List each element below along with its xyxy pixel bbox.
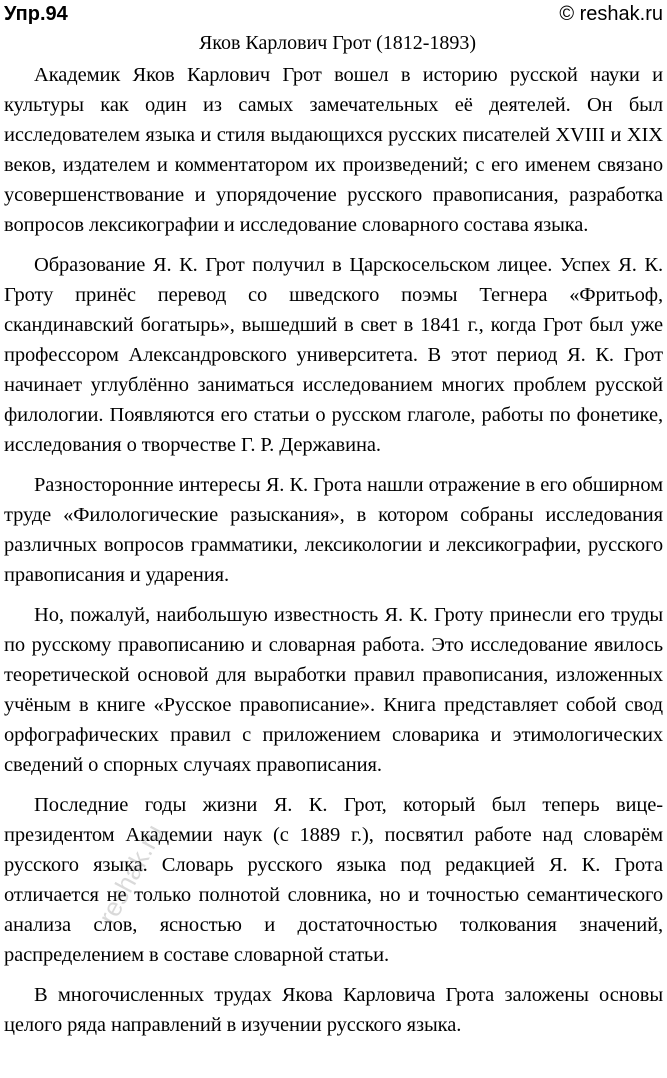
paragraph-2: Образование Я. К. Грот получил в Царскосельском лицее. Успех Я. К. Гроту принёс перевод со шведского поэмы Тегнера «Фритьоф, скандинавский богатырь», вышедший в свет в 1841 г., когда Грот был уже профессором Александровского университета. В этот период Я. К. Грот начинает углублённо заниматься исследованием многих проблем русской филологии. Появляются его статьи о русском глаголе, работы по фонетике, исследования о творчестве Г. Р. Державина. xyxy=(4,254,663,456)
document-title: Яков Карлович Грот (1812-1893) xyxy=(198,32,477,54)
site-watermark: © reshak.ru xyxy=(559,3,663,25)
paragraph-4: Но, пожалуй, наибольшую известность Я. К. Гроту принесли его труды по русскому правописанию и словарная работа. Это исследование явилось теоретической основой для выработки правил правописания, изложенных учёным в книге «Русское правописание». Книга представляет собой свод орфографических правил с приложением словарика и этимологических сведений о спорных случаях правописания. xyxy=(4,604,663,776)
diagonal-watermark: reshak.ru xyxy=(92,819,170,930)
paragraph-3: Разносторонние интересы Я. К. Грота нашли отражение в его обширном труде «Филологические разыскания», в котором собраны исследования различных вопросов грамматики, лексикологии и лексикографии, русского правописания и ударения. xyxy=(4,474,663,586)
paragraph-1: Академик Яков Карлович Грот вошел в историю русской науки и культуры как один из самых замечательных её деятелей. Он был исследователем языка и стиля выдающихся русских писателей XVIII и XIX веков, издателем и комментатором их произведений; с его именем связано усовершенствование и упорядочение русского правописания, разработка вопросов лексикографии и исследование словарного состава языка. xyxy=(4,64,663,236)
page-header xyxy=(4,0,663,30)
exercise-number: Упр.94 xyxy=(4,3,68,25)
paragraph-5: Последние годы жизни Я. К. Грот, который был теперь вице-президентом Академии наук (с 1889 г.), посвятил работе над словарём русского языка. Словарь русского языка под редакцией Я. К. Грота отличается не только полнотой словника, но и точностью семантического анализа слов, ясностью и достаточностью толкования значений, распределением в составе словарной статьи. xyxy=(4,794,663,966)
paragraph-6: В многочисленных трудах Якова Карловича Грота заложены основы целого ряда направлений в изучении русского языка. xyxy=(4,984,663,1036)
